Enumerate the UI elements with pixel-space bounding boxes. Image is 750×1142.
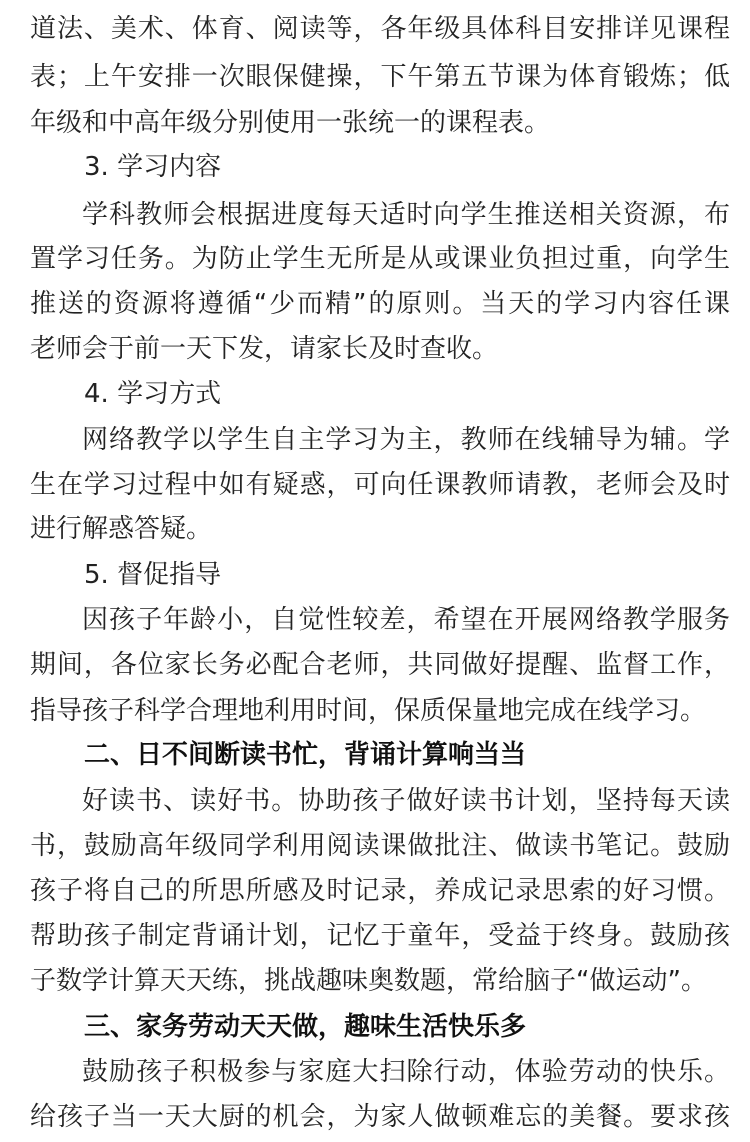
paragraph-line: 学科教师会根据进度每天适时向学生推送相关资源，布 [82,200,730,230]
section-heading-reading: 二、日不间断读书忙，背诵计算响当当 [84,740,527,770]
paragraph-line: 孩子将自己的所思所感及时记录，养成记录思索的好习惯。 [30,876,730,906]
paragraph-line: 指导孩子科学合理地利用时间，保质保量地完成在线学习。 [30,696,707,726]
paragraph-line: 书，鼓励高年级同学利用阅读课做批注、做读书笔记。鼓励 [30,831,730,861]
paragraph-line: 因孩子年龄小，自觉性较差，希望在开展网络教学服务 [82,605,730,635]
paragraph-line: 老师会于前一天下发，请家长及时查收。 [30,334,499,364]
paragraph-line: 年级和中高年级分别使用一张统一的课程表。 [30,108,551,138]
paragraph-line: 网络教学以学生自主学习为主，教师在线辅导为辅。学 [82,425,730,455]
paragraph-line: 给孩子当一天大厨的机会，为家人做顿难忘的美餐。要求孩 [30,1102,730,1132]
paragraph-line: 生在学习过程中如有疑惑，可向任课教师请教，老师会及时 [30,470,730,500]
paragraph-line: 道法、美术、体育、阅读等，各年级具体科目安排详见课程 [30,14,730,44]
subheading-learning-content: 3. 学习内容 [84,152,222,182]
paragraph-line: 子数学计算天天练，挑战趣味奥数题，常给脑子“做运动”。 [30,966,707,996]
paragraph-line: 期间，各位家长务必配合老师，共同做好提醒、监督工作， [30,650,730,680]
paragraph-line: 置学习任务。为防止学生无所是从或课业负担过重，向学生 [30,244,730,274]
section-heading-housework: 三、家务劳动天天做，趣味生活快乐多 [84,1012,527,1042]
paragraph-line: 推送的资源将遵循“少而精”的原则。当天的学习内容任课 [30,289,730,319]
paragraph-line: 表；上午安排一次眼保健操，下午第五节课为体育锻炼；低 [30,62,730,92]
paragraph-line: 进行解惑答疑。 [30,514,213,544]
paragraph-line: 帮助孩子制定背诵计划，记忆于童年，受益于终身。鼓励孩 [30,921,730,951]
paragraph-line: 鼓励孩子积极参与家庭大扫除行动，体验劳动的快乐。 [82,1057,730,1087]
subheading-supervision: 5. 督促指导 [84,560,222,590]
paragraph-line: 好读书、读好书。协助孩子做好读书计划，坚持每天读 [82,786,730,816]
subheading-learning-method: 4. 学习方式 [84,379,222,409]
